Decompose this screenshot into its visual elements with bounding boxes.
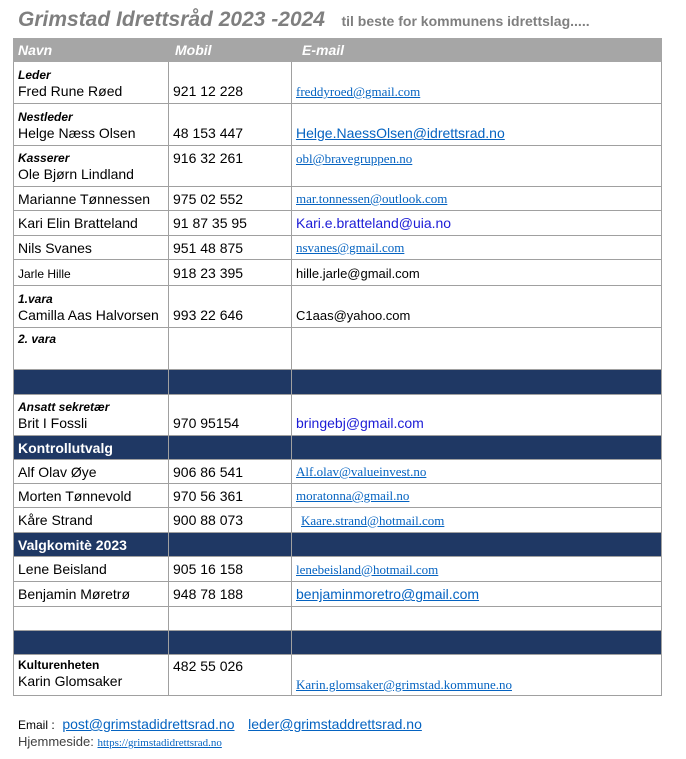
member-mobile: 900 88 073 (173, 512, 244, 528)
footer-email-row (18, 716, 422, 732)
table-row (14, 460, 662, 484)
role-label: Ansatt sekretær (18, 400, 110, 414)
member-name: Kåre Strand (18, 512, 93, 528)
table-row (14, 557, 662, 582)
contact-table (13, 38, 662, 696)
footer-email-link-2[interactable]: leder@grimstaddrettsrad.no (248, 716, 422, 732)
table-row (14, 508, 662, 533)
section-divider (14, 631, 662, 655)
member-name: Kari Elin Bratteland (18, 215, 138, 231)
table-row (14, 146, 662, 187)
email-link[interactable]: Helge.NaessOlsen@idrettsrad.no (296, 125, 505, 141)
section-title: Kontrollutvalg (14, 436, 169, 460)
member-mobile: 906 86 541 (173, 463, 244, 480)
website-link[interactable]: https://grimstadidrettsrad.no (97, 737, 222, 749)
role-label: Nestleder (18, 110, 73, 124)
member-name: Marianne Tønnessen (18, 190, 151, 207)
member-name: Jarle Hille (18, 266, 71, 281)
email-link[interactable]: nsvanes@gmail.com (296, 240, 405, 255)
email-link[interactable]: bringebj@gmail.com (296, 415, 424, 431)
member-mobile: 970 56 361 (173, 487, 244, 504)
member-name: Benjamin Møretrø (18, 586, 131, 602)
member-name: Ole Bjørn Lindland (18, 166, 134, 182)
role-label: 1.vara (18, 292, 53, 306)
table-row (14, 187, 662, 211)
document-title (18, 8, 590, 32)
role-label: Leder (18, 68, 51, 82)
title-subtitle: til beste for kommunens idrettslag..... (341, 13, 590, 29)
section-header (14, 436, 662, 460)
email-link[interactable]: mar.tonnessen@outlook.com (296, 191, 448, 206)
table-row (14, 395, 662, 436)
member-name: Fred Rune Røed (18, 83, 123, 99)
email-label: Email : (18, 718, 55, 732)
member-name: Brit I Fossli (18, 415, 88, 431)
section-title: Valgkomitè 2023 (14, 533, 169, 557)
column-header-email: E-mail (292, 39, 662, 62)
member-mobile: 951 48 875 (173, 239, 244, 256)
member-name: Lene Beisland (18, 561, 107, 577)
section-divider (14, 370, 662, 395)
member-name: Alf Olav Øye (18, 463, 97, 480)
table-row (14, 655, 662, 696)
member-mobile: 918 23 395 (173, 264, 244, 281)
member-mobile: 921 12 228 (173, 83, 244, 99)
member-name: Camilla Aas Halvorsen (18, 307, 159, 323)
email-link[interactable]: lenebeisland@hotmail.com (296, 561, 439, 577)
title-main: Grimstad Idrettsråd 2023 -2024 (18, 8, 325, 31)
member-name: Nils Svanes (18, 239, 92, 256)
member-mobile: 482 55 026 (173, 658, 244, 674)
table-row (14, 582, 662, 607)
section-header (14, 533, 662, 557)
table-header-row (14, 39, 662, 62)
role-label: Kasserer (18, 151, 70, 165)
table-row (14, 104, 662, 146)
member-mobile: 916 32 261 (173, 150, 244, 166)
member-mobile: 905 16 158 (173, 561, 244, 577)
member-mobile: 948 78 188 (173, 586, 244, 602)
email-link[interactable]: freddyroed@gmail.com (296, 84, 421, 99)
member-mobile: 993 22 646 (173, 307, 244, 323)
member-name: Morten Tønnevold (18, 487, 132, 504)
table-row (14, 236, 662, 260)
table-row (14, 286, 662, 328)
email-link[interactable]: obl@bravegruppen.no (296, 151, 413, 166)
table-row (14, 260, 662, 286)
member-name: Helge Næss Olsen (18, 125, 136, 141)
footer-web-row (18, 734, 422, 749)
email-text: C1aas@yahoo.com (296, 308, 411, 323)
table-row (14, 484, 662, 508)
email-text: hille.jarle@gmail.com (296, 265, 420, 281)
email-link[interactable]: moratonna@gmail.no (296, 488, 410, 503)
website-label: Hjemmeside: (18, 734, 94, 749)
member-mobile: 975 02 552 (173, 190, 244, 207)
email-link[interactable]: Karin.glomsaker@grimstad.kommune.no (296, 677, 512, 692)
member-mobile: 48 153 447 (173, 125, 244, 141)
member-mobile: 91 87 35 95 (173, 215, 247, 231)
table-row (14, 62, 662, 104)
email-link[interactable]: Alf.olav@valueinvest.no (296, 464, 427, 479)
column-header-mobile: Mobil (169, 39, 292, 62)
member-name: Karin Glomsaker (18, 673, 123, 689)
role-label: Kulturenheten (18, 658, 100, 672)
member-mobile: 970 95154 (173, 415, 240, 431)
column-header-name: Navn (14, 39, 169, 62)
footer-email-link[interactable]: post@grimstadidrettsrad.no (62, 716, 235, 732)
email-link[interactable]: Kaare.strand@hotmail.com (301, 512, 445, 528)
email-link[interactable]: benjaminmoretro@gmail.com (296, 586, 480, 602)
role-label: 2. vara (18, 332, 57, 346)
footer (18, 716, 422, 749)
table-row (14, 328, 662, 370)
email-link[interactable]: Kari.e.bratteland@uia.no (296, 215, 452, 231)
table-row (14, 211, 662, 236)
table-row (14, 607, 662, 631)
